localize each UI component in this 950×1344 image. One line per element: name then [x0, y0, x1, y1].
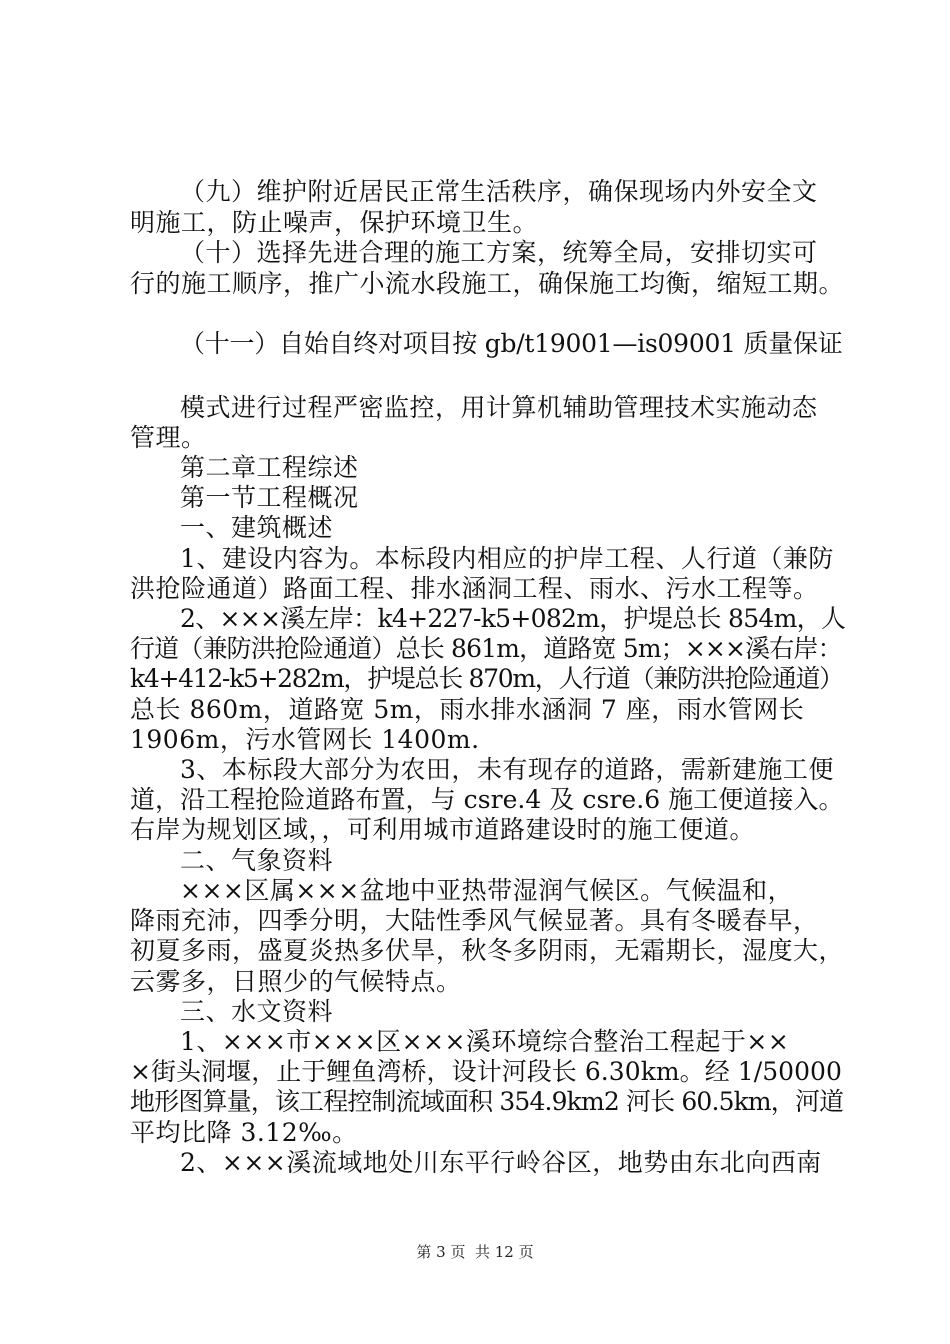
text-line: 明施工，防止噪声，保护环境卫生。 — [130, 208, 539, 237]
text-line: 总长 860m，道路宽 5m，雨水排水涵洞 7 座，雨水管网长 — [130, 695, 805, 724]
section-heading: 第一节工程概况 — [180, 483, 359, 512]
text-line: 1、×××市×××区×××溪环境综合整治工程起于×× — [180, 1027, 790, 1056]
text-line: k4+412-k5+282m，护堤总长 870m，人行道（兼防洪抢险通道） — [130, 664, 843, 693]
text-line: （十一）自始自终对项目按 gb/t19001—is09001 质量保证 — [180, 329, 843, 358]
page-number-footer: 第 3 页 共 12 页 — [416, 1243, 534, 1261]
text-line: 右岸为规划区域，，可利用城市道路建设时的施工便道。 — [130, 815, 756, 844]
text-line: 洪抢险通道）路面工程、排水涵洞工程、雨水、污水工程等。 — [130, 574, 819, 603]
text-line: 行道（兼防洪抢险通道）总长 861m，道路宽 5m；×××溪右岸： — [130, 634, 842, 663]
text-line: （十）选择先进合理的施工方案，统筹全局，安排切实可 — [180, 238, 818, 267]
text-line: 2、×××溪流域地处川东平行岭谷区，地势由东北向西南 — [180, 1148, 822, 1177]
text-line: 1906m，污水管网长 1400m. — [130, 725, 480, 754]
subsection-heading: 一、建筑概述 — [180, 513, 334, 542]
text-line: 1、建设内容为。本标段内相应的护岸工程、人行道（兼防 — [180, 544, 834, 573]
text-line: 云雾多，日照少的气候特点。 — [130, 967, 462, 996]
text-line: 3、本标段大部分为农田，未有现存的道路，需新建施工便 — [180, 755, 834, 784]
text-line: 降雨充沛，四季分明，大陆性季风气候显著。具有冬暖春早， — [130, 906, 819, 935]
text-line: （九）维护附近居民正常生活秩序，确保现场内外安全文 — [180, 177, 818, 206]
subsection-heading: 三、水文资料 — [180, 997, 334, 1026]
text-line: 管理。 — [130, 423, 207, 452]
chapter-heading: 第二章工程综述 — [180, 453, 359, 482]
text-line: 道，沿工程抢险道路布置，与 csre.4 及 csre.6 施工便道接入。 — [130, 785, 844, 814]
text-line: 初夏多雨，盛夏炎热多伏旱，秋冬多阴雨，无霜期长，湿度大， — [130, 936, 845, 965]
text-line: ×街头洞堰，止于鲤鱼湾桥，设计河段长 6.30km。经 1/50000 — [130, 1057, 842, 1086]
text-line: 地形图算量，该工程控制流域面积 354.9km2 河长 60.5km，河道 — [130, 1087, 844, 1116]
text-line: 2、×××溪左岸：k4+227-k5+082m，护堤总长 854m，人 — [180, 604, 846, 633]
text-line: 模式进行过程严密监控，用计算机辅助管理技术实施动态 — [180, 393, 818, 422]
text-line: ×××区属×××盆地中亚热带湿润气候区。气候温和， — [180, 876, 794, 905]
text-line: 行的施工顺序，推广小流水段施工，确保施工均衡，缩短工期。 — [130, 269, 845, 298]
text-line: 平均比降 3.12‰。 — [130, 1118, 358, 1147]
subsection-heading: 二、气象资料 — [180, 846, 334, 875]
